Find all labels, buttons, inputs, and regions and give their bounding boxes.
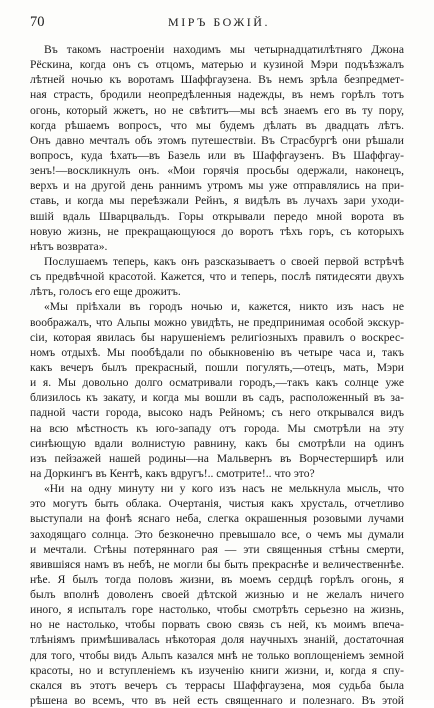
text-line: Въ такомъ настроеніи находимъ мы четырнадцатилѣтняго Джона bbox=[44, 43, 404, 56]
text-line: верхъ и на другой день раннимъ утромъ мы уже отправлялись на при- bbox=[30, 179, 404, 193]
text-line: синѣющую вдали волнистую равнину, какъ бы смотрѣли на одинъ bbox=[30, 436, 404, 450]
body-text bbox=[30, 42, 404, 708]
text-line: огонь, который жжетъ, но не свѣтитъ—мы всѣ знаемъ его въ ту пору, bbox=[30, 103, 404, 117]
page-number: 70 bbox=[30, 14, 45, 30]
paragraph-ruskin-mood bbox=[30, 42, 404, 254]
text-line: съ предвѣчной красотой. Кажется, что и теперь, послѣ пятидесяти двухъ bbox=[30, 270, 404, 284]
text-line: воображалъ, что Альпы можно увидѣть, не предпринимая особой экскур- bbox=[30, 315, 404, 329]
text-line: тлѣніямъ примѣшивалась нѣкоторая доля научныхъ знаній, достаточная bbox=[30, 633, 404, 647]
text-line: изъ пейзажей нашей родины—на Мальвернъ въ Ворчестерширѣ или bbox=[30, 451, 404, 465]
text-line: ная страсть, бродили неопредѣленныя надежды, въ немъ горѣлъ тотъ bbox=[30, 88, 404, 102]
text-line: былъ вполнѣ доволенъ своей дѣтской жизнью и не желалъ ничего bbox=[30, 588, 404, 602]
text-line: скался въ этотъ вечеръ съ террасы Шаффгаузена, моя судьба была bbox=[30, 678, 404, 692]
text-line: лѣтней ночью къ воротамъ Шаффгаузена. Въ немъ зрѣла безпредмет- bbox=[30, 73, 404, 87]
text-line: красоты, но и вступленіемъ къ изученію книги жизни, и, когда я спу- bbox=[30, 663, 404, 677]
text-line: на Доркингъ въ Кентѣ, какъ вдругъ!.. смотрите!.. что это? bbox=[30, 466, 315, 480]
paragraph-listen bbox=[30, 254, 404, 299]
text-line: но не настолько, чтобы порвать свою связь съ ней, къ моимъ впеча- bbox=[30, 618, 404, 632]
text-line: выступали на фонѣ яснаго неба, слегка окрашенныя розовыми лучами bbox=[30, 512, 404, 526]
text-line: для того, чтобы видъ Альпъ казался мнѣ не только воплощеніемъ земной bbox=[30, 648, 404, 662]
page-header bbox=[30, 14, 408, 36]
paragraph-alps-quote bbox=[30, 481, 404, 708]
text-line: «Ни на одну минуту ни у кого изъ насъ не мелькнула мысль, что bbox=[44, 482, 404, 496]
text-line: «Мы пріѣхали въ городъ ночью и, кажется, никто изъ насъ не bbox=[44, 300, 404, 314]
text-line: Послушаемъ теперь, какъ онъ разсказываетъ о своей первой встрѣчѣ bbox=[44, 254, 404, 268]
text-line: сіи, которая явилась бы нарушеніемъ религіозныхъ правилъ о воскрес- bbox=[30, 330, 404, 344]
text-line: явившіяся намъ въ небѣ, не могли бы быть прекраснѣе и величественнѣе. bbox=[30, 557, 404, 571]
text-line: вопросъ, куда ѣхать—въ Базель или въ Шаффгаузенъ. Въ Шаффгау- bbox=[30, 148, 404, 162]
text-line: и я. Мы довольно долго осматривали городъ,—такъ какъ солнце уже bbox=[30, 376, 404, 390]
text-line: нѣе. Я былъ тогда половъ жизни, въ моемъ сердцѣ горѣлъ огонь, я bbox=[30, 572, 404, 586]
text-line: номъ отдыхѣ. Мы пообѣдали по обыкновенію въ четыре часа и, такъ bbox=[30, 345, 404, 359]
text-line: падной части города, высоко надъ Рейномъ; съ него открывался видъ bbox=[30, 406, 404, 420]
text-line: заходящаго солнца. Это безконечно превышало все, о чемъ мы думали bbox=[30, 527, 404, 541]
text-line: Онъ давно мечталъ объ этомъ путешествіи. Въ Страсбургѣ они рѣшали bbox=[30, 133, 404, 147]
text-line: на всю мѣстность къ юго-западу отъ города. Мы смотрѣли на эту bbox=[30, 421, 404, 435]
text-line: вшій вдаль Шварцвальдъ. Горы открывали передо мной ворота въ bbox=[30, 209, 404, 223]
text-line: ставь, и когда мы переѣзжали Рейнъ, я видѣлъ въ лучахъ зари уходи- bbox=[30, 194, 404, 208]
paragraph-arrival-quote bbox=[30, 299, 404, 481]
text-line: и мечтали. Стѣны потеряннаго рая — эти священныя стѣны смерти, bbox=[30, 542, 404, 556]
text-line: нѣтъ возврата». bbox=[30, 239, 108, 253]
text-line: близилось къ закату, и когда мы вошли въ садъ, расположенный въ за- bbox=[30, 391, 404, 405]
text-line: какъ вечеръ былъ прекрасный, пошли погулять,—отецъ, мать, Мэри bbox=[30, 360, 404, 374]
text-line: Рёскина, когда онъ съ отцомъ, матерью и кузиной Мэри подъѣзжалъ bbox=[30, 58, 404, 72]
text-line: когда рѣшаемъ вопросъ, что мы будемъ дѣлать въ двадцать лѣтъ. bbox=[30, 118, 404, 132]
text-line: зенъ!—воскликнулъ онъ. «Мои горячія просьбы одержали, наконецъ, bbox=[30, 164, 404, 178]
text-line: лѣтъ, голосъ его еще дрожитъ. bbox=[30, 285, 181, 299]
text-line: это могутъ быть облака. Очертанія, чистыя какъ хрусталь, отчетливо bbox=[30, 497, 404, 511]
text-line: иного, я испыталъ горе настолько, чтобы смотрѣть серьезно на жизнь, bbox=[30, 603, 404, 617]
running-head: МІРЪ БОЖІЙ. bbox=[168, 15, 270, 29]
text-line: рѣшена во всемъ, что въ ней есть священнаго и полезнаго. Въ этой bbox=[30, 694, 404, 708]
text-line: новую жизнь, не прекращающуюся до воротъ тѣхъ горъ, съ которыхъ bbox=[30, 224, 404, 238]
